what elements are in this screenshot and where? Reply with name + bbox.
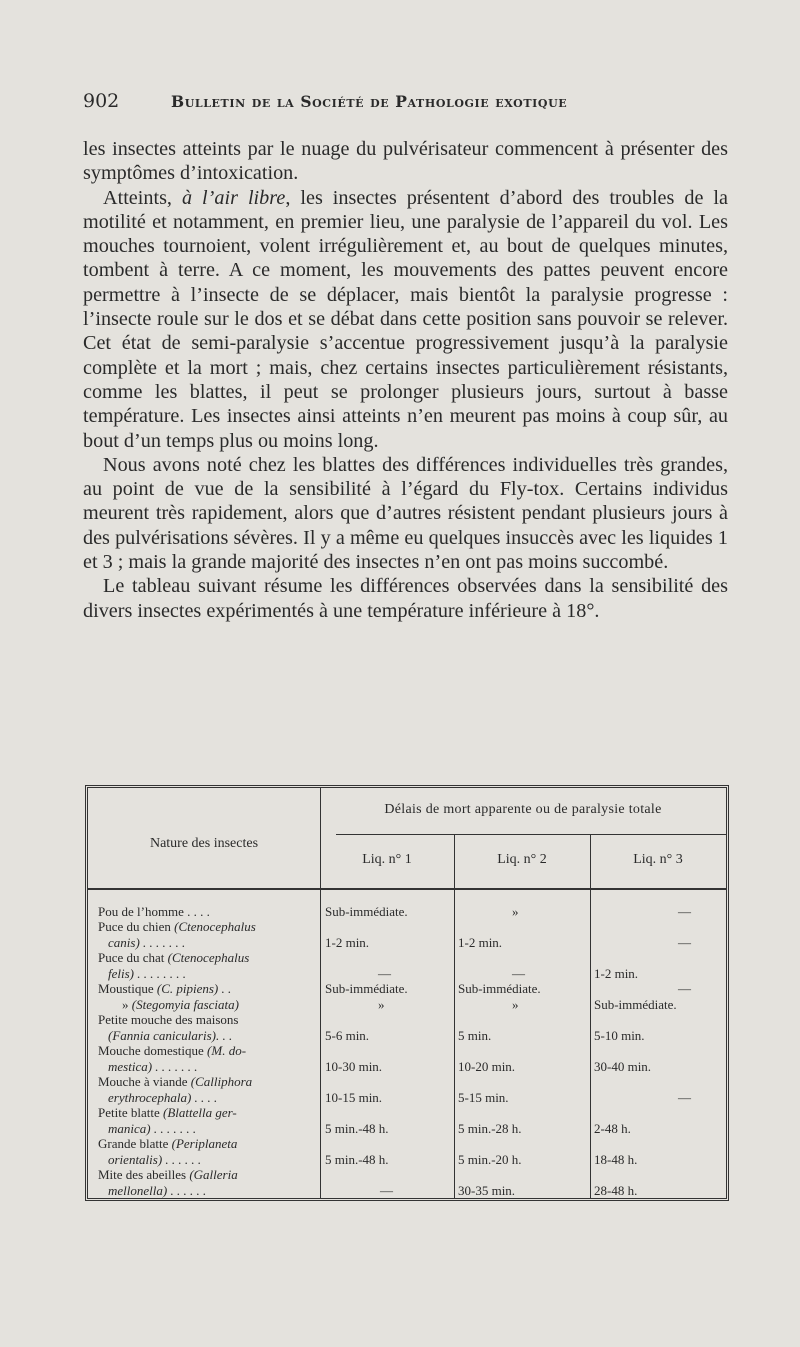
insect-name-latin: (Stegomyia fasciata) bbox=[131, 997, 239, 1012]
liq3-value: Sub-immédiate. bbox=[594, 997, 677, 1012]
insect-name bbox=[98, 981, 318, 997]
insect-name bbox=[98, 1012, 318, 1043]
liq3-value: — bbox=[678, 935, 691, 950]
liq3-value: 30-40 min. bbox=[594, 1059, 652, 1074]
insect-name bbox=[98, 919, 318, 950]
liq2-value: 5-15 min. bbox=[458, 1090, 509, 1105]
liq2-value: 5 min.-20 h. bbox=[458, 1152, 522, 1167]
liq3-value: 28-48 h. bbox=[594, 1183, 638, 1198]
insect-name-latin: canis) . . . . . . . bbox=[108, 934, 186, 950]
paragraph-3: Nous avons noté chez les blattes des différences individuelles très grandes, au point de vue de la sensibilité à l’égard du Fly-tox. Certains individus meurent très rapidement, alors que d’autres résistent pendant plusieurs jours à des pulvérisations sévères. Il y a même eu quelques insuccès avec les liquides 1 et 3 ; mais la grande majorité des insectes n’en ont pas moins succombé. bbox=[83, 453, 728, 574]
liq1-value: 5 min.-48 h. bbox=[325, 1121, 389, 1136]
header-liq-2: Liq. n° 2 bbox=[497, 852, 547, 867]
liq3-value: 2-48 h. bbox=[594, 1121, 631, 1136]
insect-name-text: Grande blatte bbox=[98, 1136, 172, 1151]
insect-name bbox=[98, 1043, 318, 1074]
insect-name bbox=[98, 997, 318, 1013]
insect-name-latin: mellonella) . . . . . . bbox=[108, 1182, 207, 1198]
running-header bbox=[83, 90, 733, 120]
header-liq-1: Liq. n° 1 bbox=[362, 852, 412, 867]
table-divider bbox=[336, 834, 726, 835]
liq2-value: » bbox=[512, 997, 519, 1012]
paragraph-2-start: Atteints, bbox=[103, 186, 182, 209]
liq2-value: 5 min.-28 h. bbox=[458, 1121, 522, 1136]
insect-name-latin: (Calliphora bbox=[190, 1074, 253, 1089]
liq1-value: 5-6 min. bbox=[325, 1028, 370, 1043]
insect-name-latin: (M. do- bbox=[207, 1043, 247, 1058]
insect-name-text: Mouche à viande bbox=[98, 1074, 191, 1089]
insect-name bbox=[98, 1136, 318, 1167]
liq1-value: 5 min.-48 h. bbox=[325, 1152, 389, 1167]
liq1-value: Sub-immédiate. bbox=[325, 904, 408, 919]
liq3-value: 18-48 h. bbox=[594, 1152, 638, 1167]
header-delais: Délais de mort apparente ou de paralysie totale bbox=[384, 802, 662, 817]
liq3-value: 1-2 min. bbox=[594, 966, 639, 981]
insect-name-text: Puce du chat bbox=[98, 950, 168, 965]
insect-name-text: Puce du chien bbox=[98, 919, 175, 934]
liq1-value: 1-2 min. bbox=[325, 935, 370, 950]
insect-name-text: Mouche domestique bbox=[98, 1043, 208, 1058]
paragraph-1: les insectes atteints par le nuage du pulvérisateur commencent à présenter des symptômes d’intoxication. bbox=[83, 138, 728, 185]
insect-name-latin: (Fannia canicularis). . . bbox=[108, 1027, 233, 1043]
insect-name-text: Pou de l’homme . . . . bbox=[98, 904, 210, 919]
liq2-value: » bbox=[512, 904, 519, 919]
insect-name-latin: mestica) . . . . . . . bbox=[108, 1058, 198, 1074]
liq1-value: 10-15 min. bbox=[325, 1090, 383, 1105]
header-nature: Nature des insectes bbox=[149, 836, 259, 851]
liq2-value: 5 min. bbox=[458, 1028, 492, 1043]
insect-name-text: Petite blatte bbox=[98, 1105, 163, 1120]
insect-name-latin: manica) . . . . . . . bbox=[108, 1120, 197, 1136]
liq3-value: 5-10 min. bbox=[594, 1028, 645, 1043]
paragraph-2-rest: , les insectes présentent d’abord des troubles de la motilité et notamment, en premier lieu, une paralysie de l’appareil du vol. Les mouches tournoient, volent irrégulièrement et, au bout de quelques minutes, tombent à terre. A ce moment, les mouvements des pattes peuvent encore permettre à l’insecte de se déplacer, mais bientôt la paralysie progresse : l’insecte roule sur le dos et se débat dans cette position sans pouvoir se relever. Cet état de semi-paralysie s’accentue progressivement jusqu’à la paralysie complète et la mort ; mais, chez certains insectes particulièrement résistants, comme les blattes, il peut se prolonger plusieurs jours, surtout à basse température. Les insectes ainsi atteints n’en meurent pas moins à coup sûr, au bout d’un temps plus ou moins long. bbox=[83, 186, 728, 452]
insect-name-latin: (Ctenocephalus bbox=[174, 919, 256, 934]
paragraph-2 bbox=[83, 186, 728, 453]
paragraph-2-italic: à l’air libre bbox=[181, 186, 286, 209]
insect-name bbox=[98, 950, 318, 981]
insect-name-latin: felis) . . . . . . . . bbox=[108, 965, 186, 981]
insect-name-latin: (Blattella ger- bbox=[162, 1105, 237, 1120]
liq1-value: — bbox=[380, 1183, 393, 1198]
insect-name-text: » bbox=[122, 997, 132, 1012]
liq1-value: — bbox=[378, 966, 391, 981]
insect-name bbox=[98, 1074, 318, 1105]
body-text bbox=[83, 137, 728, 623]
liq2-value: 30-35 min. bbox=[458, 1183, 516, 1198]
table-divider bbox=[320, 788, 321, 1198]
liq3-value: — bbox=[678, 1090, 691, 1105]
running-title: Bulletin de la Société de Pathologie exotique bbox=[171, 92, 568, 111]
liq1-value: 10-30 min. bbox=[325, 1059, 383, 1074]
insect-name-latin: orientalis) . . . . . . bbox=[108, 1151, 202, 1167]
liq1-value: » bbox=[378, 997, 385, 1012]
insect-name-latin: (Galleria bbox=[189, 1167, 238, 1182]
insect-name bbox=[98, 904, 318, 920]
liq3-value: — bbox=[678, 904, 691, 919]
insect-name-text: Mite des abeilles bbox=[98, 1167, 190, 1182]
paragraph-4: Le tableau suivant résume les différences observées dans la sensibilité des divers insectes expérimentés à une température inférieure à 18°. bbox=[83, 575, 728, 622]
insect-name bbox=[98, 1167, 318, 1198]
liq2-value: Sub-immédiate. bbox=[458, 981, 541, 996]
header-liq-3: Liq. n° 3 bbox=[633, 852, 683, 867]
liq1-value: Sub-immédiate. bbox=[325, 981, 408, 996]
insect-name-text: Moustique bbox=[98, 981, 157, 996]
sensitivity-table bbox=[85, 785, 729, 1201]
liq2-value: — bbox=[512, 966, 525, 981]
insect-name-latin: (C. pipiens) . . bbox=[156, 981, 232, 996]
liq3-value: — bbox=[678, 981, 691, 996]
insect-name-latin: (Periplaneta bbox=[171, 1136, 238, 1151]
page-number: 902 bbox=[83, 90, 120, 112]
insect-name-latin: erythrocephala) . . . . bbox=[108, 1089, 218, 1105]
insect-name-latin: (Ctenocephalus bbox=[167, 950, 250, 965]
liq2-value: 10-20 min. bbox=[458, 1059, 516, 1074]
table-divider bbox=[88, 888, 726, 890]
insect-name-text: Petite mouche des maisons bbox=[98, 1012, 239, 1027]
liq2-value: 1-2 min. bbox=[458, 935, 503, 950]
insect-name bbox=[98, 1105, 318, 1136]
